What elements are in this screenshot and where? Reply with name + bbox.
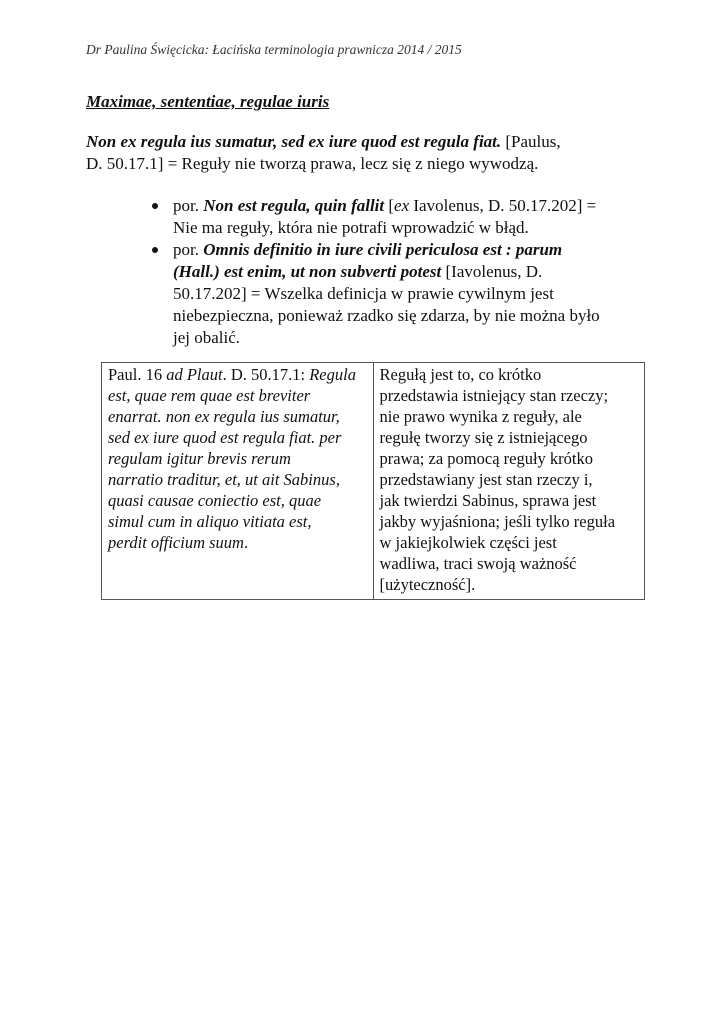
latin-line: regulam igitur brevis rerum xyxy=(108,449,291,468)
latin-line: quasi causae coniectio est, quae xyxy=(108,491,322,510)
maxim-source: [Paulus, xyxy=(501,132,561,151)
polish-line: jak twierdzi Sabinus, sprawa jest xyxy=(379,491,597,510)
latin-text: perdit officium suum xyxy=(108,533,244,552)
table-row xyxy=(102,363,645,600)
page-header: Dr Paulina Święcicka: Łacińska terminologia prawnicza 2014 / 2015 xyxy=(86,42,462,57)
bullet-prefix: por. xyxy=(173,196,204,215)
latin-end: . xyxy=(243,533,249,552)
latin-source: Paul. 16 xyxy=(108,365,167,384)
bullet-latin-cont: (Hall.) est enim, ut non subverti potest xyxy=(173,262,442,281)
latin-line: est, quae rem quae est breviter xyxy=(108,386,311,405)
polish-line: prawa; za pomocą reguły krótko xyxy=(379,449,594,468)
main-maxim xyxy=(86,131,646,175)
latin-source-ref: . D. 50.17.1: xyxy=(222,365,310,384)
comparison-table xyxy=(101,362,645,600)
polish-translation-cell xyxy=(373,363,645,600)
maxim-translation: D. 50.17.1] = Reguły nie tworzą prawa, lecz się z niego wywodzą. xyxy=(86,154,539,173)
latin-line: sed ex iure quod est regula fiat. per xyxy=(108,428,342,447)
latin-text: Regula xyxy=(309,365,356,384)
bullet-source-ex: ex xyxy=(394,196,410,215)
maxim-latin: Non ex regula ius sumatur, sed ex iure quod est regula fiat. xyxy=(86,132,502,151)
polish-line: przedstawia istniejący stan rzeczy; xyxy=(379,386,609,405)
bullet-source: [Iavolenus, D. xyxy=(441,262,543,281)
latin-line xyxy=(108,532,367,553)
bullet-source: Iavolenus, D. 50.17.202] = xyxy=(409,196,597,215)
polish-line: Regułą jest to, co krótko xyxy=(379,365,542,384)
polish-line: wadliwa, traci swoją ważność xyxy=(379,554,577,573)
polish-line: w jakiejkolwiek części jest xyxy=(379,533,557,552)
polish-line: regułę tworzy się z istniejącego xyxy=(379,428,588,447)
section-title: Maximae, sententiae, regulae iuris xyxy=(86,92,330,111)
bullet-latin: Non est regula, quin fallit xyxy=(203,196,385,215)
latin-line: enarrat. non ex regula ius sumatur, xyxy=(108,407,340,426)
bullet-translation-cont: niebezpieczna, ponieważ rzadko się zdarza, by nie można było xyxy=(173,306,600,325)
bullet-latin: Omnis definitio in iure civili periculosa est : parum xyxy=(203,240,563,259)
latin-source-ad: ad Plaut xyxy=(166,365,223,384)
polish-line: przedstawiany jest stan rzeczy i, xyxy=(379,470,593,489)
latin-line: narratio traditur, et, ut ait Sabinus, xyxy=(108,470,340,489)
related-maxims-list xyxy=(150,195,645,349)
latin-line xyxy=(108,364,367,385)
polish-line: nie prawo wynika z reguły, ale xyxy=(379,407,582,426)
bullet-translation-end: jej obalić. xyxy=(173,328,241,347)
bullet-icon xyxy=(152,247,158,253)
list-item xyxy=(150,195,645,239)
bullet-prefix: por. xyxy=(173,240,204,259)
bullet-source-open: [ xyxy=(384,196,395,215)
latin-line: simul cum in aliquo vitiata est, xyxy=(108,512,312,531)
list-item xyxy=(150,239,645,349)
bullet-translation: 50.17.202] = Wszelka definicja w prawie cywilnym jest xyxy=(173,284,554,303)
bullet-translation: Nie ma reguły, która nie potrafi wprowadzić w błąd. xyxy=(173,218,529,237)
polish-line: [użyteczność]. xyxy=(379,575,476,594)
polish-line: jakby wyjaśniona; jeśli tylko reguła xyxy=(379,512,616,531)
bullet-icon xyxy=(152,203,158,209)
latin-text-cell xyxy=(102,363,374,600)
